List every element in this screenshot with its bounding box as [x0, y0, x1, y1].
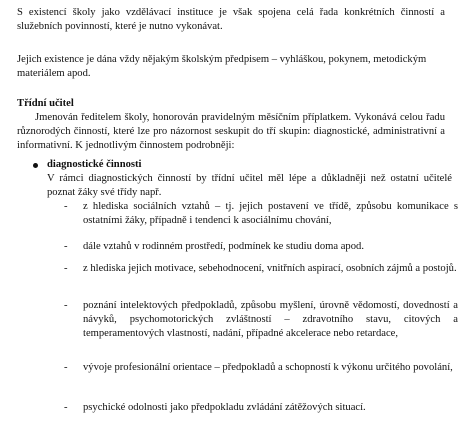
dash-icon: -: [64, 402, 68, 413]
bullet-icon: [33, 163, 38, 168]
dash-icon: -: [64, 263, 68, 274]
dash-icon: -: [64, 241, 68, 252]
bullet-paragraph: V rámci diagnostických činností by třídní učitel měl lépe a důkladněji než ostatní učitelé poznat žáky své třídy např.: [47, 173, 452, 199]
list-item-text: vývoje profesionální orientace – předpokladů a schopností k výkonu určitého povolání,: [83, 362, 453, 373]
dash-icon: -: [64, 362, 68, 373]
dash-icon: -: [64, 300, 68, 311]
list-item-text: psychické odolnosti jako předpokladu zvládání zátěžových situací.: [83, 402, 366, 413]
list-item-text: z hlediska jejich motivace, sebehodnocení, vnitřních aspirací, osobních zájmů a postojů.: [83, 263, 457, 274]
list-item-text: poznání intelektových předpokladů, způsobu myšlení, úrovně vědomostí, dovedností a návyků, psychomotorických zvláštností – zdravotního stavu, citových a temperamentových vlastností, nadání, případné akcelerace nebo retardace,: [83, 300, 458, 340]
list-item-text: z hlediska sociálních vztahů – tj. jejich postavení ve třídě, způsobu komunikace s ostatními žáky, případně i tendenci k asociálnímu chování,: [83, 201, 458, 227]
section-heading: Třídní učitel: [17, 98, 74, 109]
section-paragraph: Jmenován ředitelem školy, honorován pravidelným měsíčním příplatkem. Vykonává celou řadu různorodých činností, které lze pro názornost seskupit do tří skupin: diagnostické, administrativní a informativní. K jednotlivým činnostem podrobněji:: [17, 112, 445, 152]
bullet-title: diagnostické činnosti: [47, 159, 142, 170]
intro-paragraph-2: Jejich existence je dána vždy nějakým školským předpisem – vyhláškou, pokynem, metodickým materiálem apod.: [17, 54, 427, 80]
list-item-text: dále vztahů v rodinném prostředí, podmínek ke studiu doma apod.: [83, 241, 364, 252]
dash-icon: -: [64, 201, 68, 212]
intro-paragraph-1: S existencí školy jako vzdělávací instituce je však spojena celá řada konkrétních činností a služebních povinností, které je nutno vykonávat.: [17, 7, 445, 33]
